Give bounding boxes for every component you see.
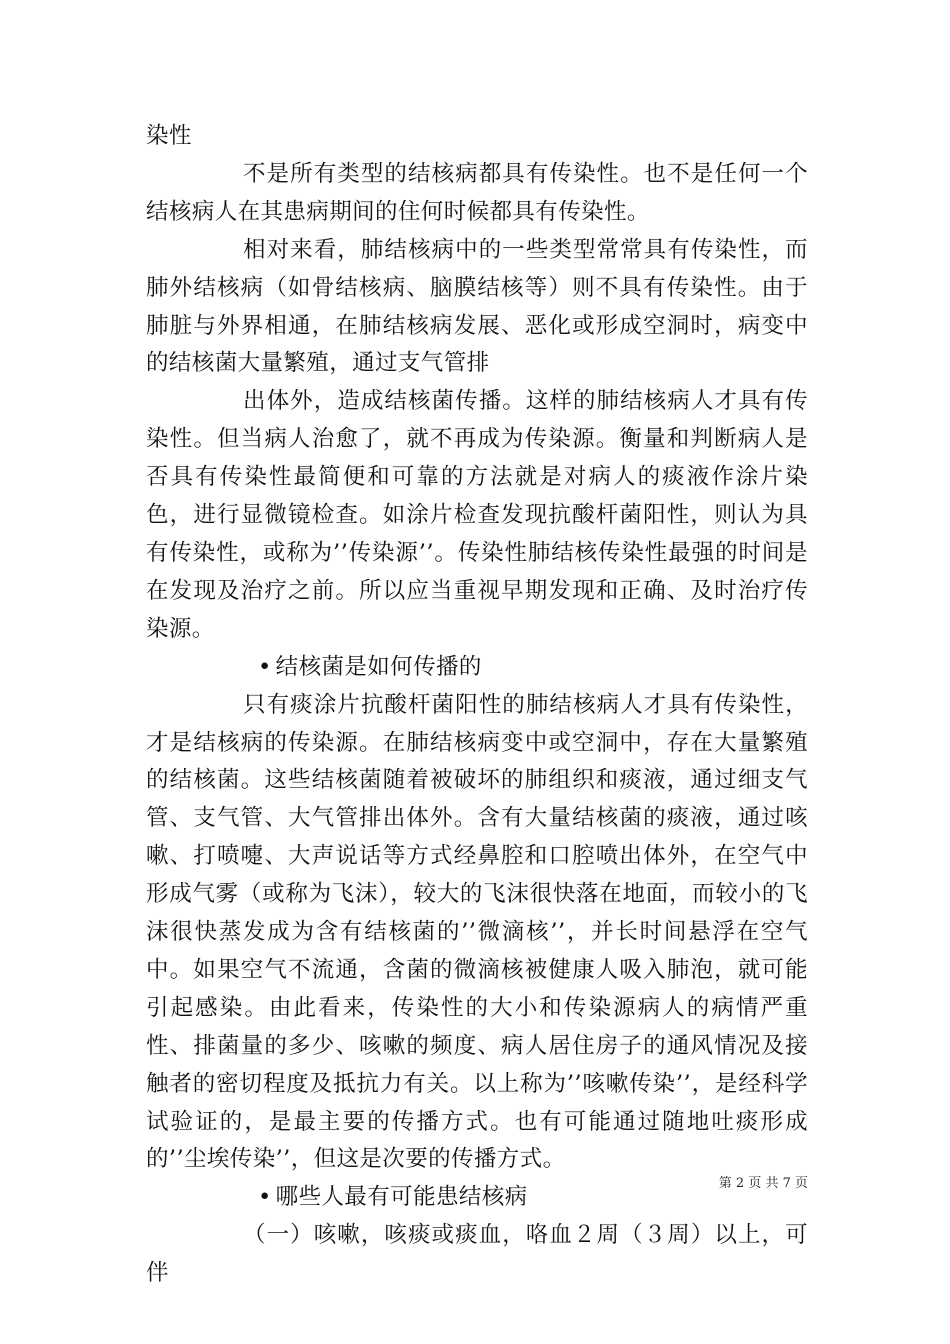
- paragraph-contagion-not-all: 不是所有类型的结核病都具有传染性。也不是任何一个结核病人在其患病期间的住何时候都具有传染性。: [146, 160, 808, 225]
- section-heading-text: 哪些人最有可能患结核病: [275, 1184, 528, 1211]
- paragraph-symptom-list: （一）咳嗽，咳痰或痰血，咯血２周（３周）以上，可伴: [146, 1222, 808, 1287]
- bullet-icon: •: [258, 1184, 272, 1211]
- paragraph-transmission: 只有痰涂片抗酸杆菌阳性的肺结核病人才具有传染性，才是结核病的传染源。在肺结核病变中或空洞中，存在大量繁殖的结核菌。这些结核菌随着被破坏的肺组织和痰液，通过细支气管、支气管、大气管排出体外。含有大量结核菌的痰液，通过咳嗽、打喷嚏、大声说话等方式经鼻腔和口腔喷出体外，在空气中形成气雾（或称为飞沫），较大的飞沫很快落在地面，而较小的飞沫很快蒸发成为含有结核菌的’’微滴核’’，并长时间悬浮在空气中。如果空气不流通，含菌的微滴核被健康人吸入肺泡，就可能引起感染。由此看来，传染性的大小和传染源病人的病情严重性、排菌量的多少、咳嗽的频度、病人居住房子的通风情况及接触者的密切程度及抵抗力有关。以上称为’’咳嗽传染’’，是经科学试验证的，是最主要的传播方式。也有可能通过随地吐痰形成的’’尘埃传染’’，但这是次要的传播方式。: [146, 691, 808, 1173]
- paragraph-pulmonary-types: 相对来看，肺结核病中的一些类型常常具有传染性，而肺外结核病（如骨结核病、脑膜结核等）则不具有传染性。由于肺脏与外界相通，在肺结核病发展、恶化或形成空洞时，病变中的结核菌大量繁殖，通过支气管排: [146, 236, 808, 377]
- section-heading-transmission: [146, 649, 808, 687]
- paragraph-excretion: 出体外，造成结核菌传播。这样的肺结核病人才具有传染性。但当病人治愈了，就不再成为传染源。衡量和判断病人是否具有传染性最简便和可靠的方法就是对病人的痰液作涂片染色，进行显微镜检查。如涂片检查发现抗酸杆菌阳性，则认为具有传染性，或称为’’传染源’’。传染性肺结核传染性最强的时间是在发现及治疗之前。所以应当重视早期发现和正确、及时治疗传染源。: [146, 388, 808, 642]
- document-body: [146, 118, 808, 1293]
- bullet-icon: •: [258, 653, 272, 680]
- section-heading-text: 结核菌是如何传播的: [275, 653, 482, 680]
- page-number-footer: 第 2 页 共 7 页: [718, 1176, 808, 1191]
- paragraph-continuation: 染性: [146, 123, 192, 149]
